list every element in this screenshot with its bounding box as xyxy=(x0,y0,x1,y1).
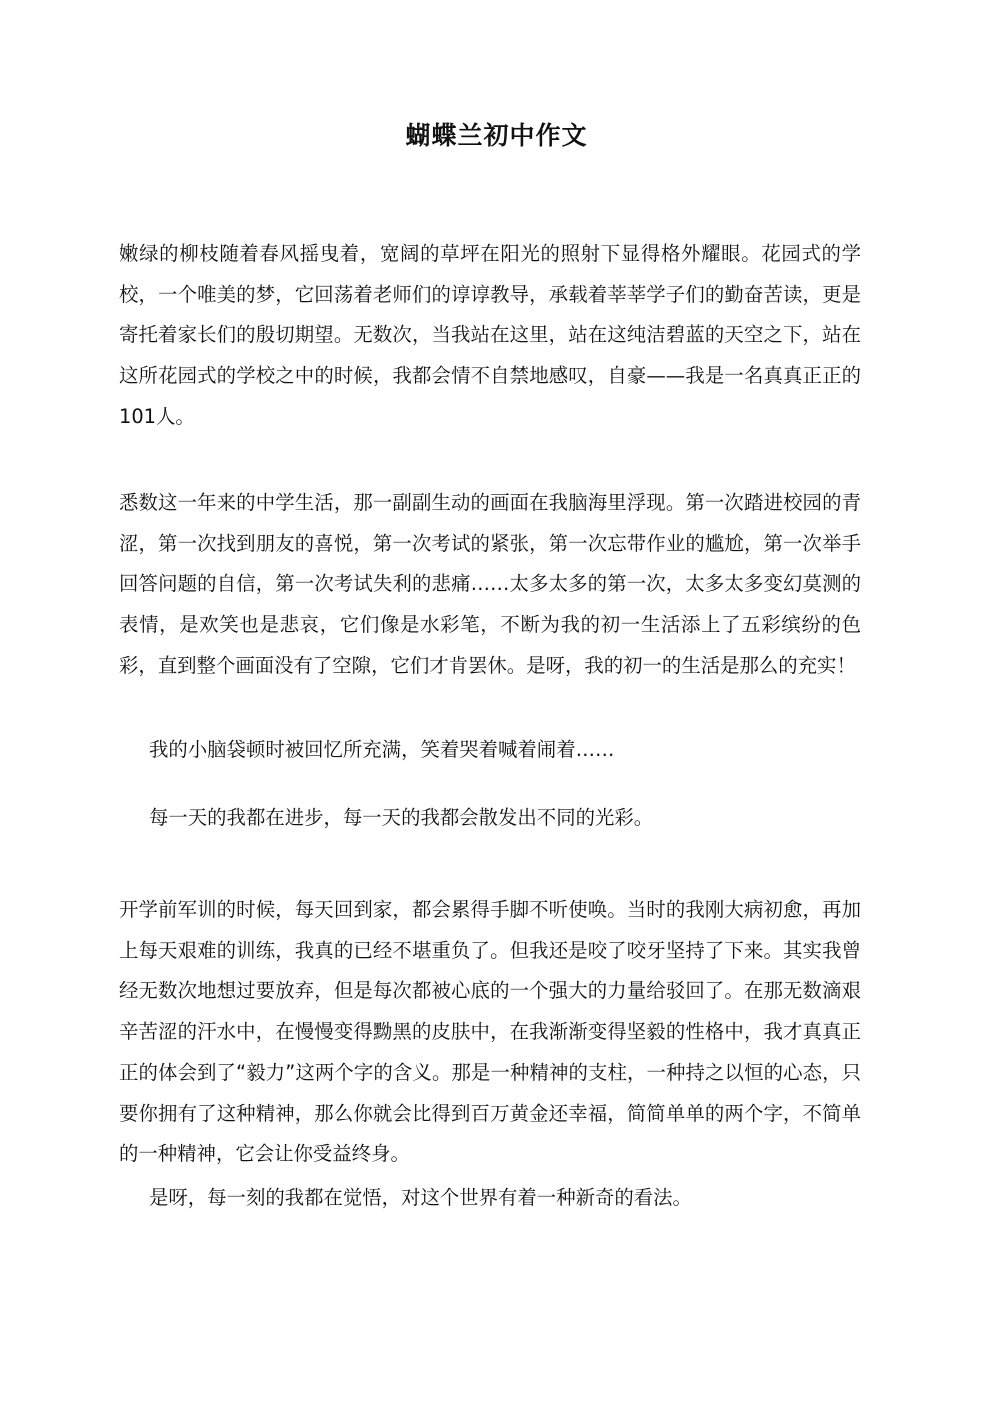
paragraph-5: 开学前军训的时候，每天回到家，都会累得手脚不听使唤。当时的我刚大病初愈，再加上每天艰难的训练，我真的已经不堪重负了。但我还是咬了咬牙坚持了下来。其实我曾经无数次地想过要放弃，但是每次都被心底的一个强大的力量给驳回了。在那无数滴艰辛苦涩的汗水中，在慢慢变得黝黑的皮肤中，在我渐渐变得坚毅的性格中，我才真真正正的体会到了“毅力”这两个字的含义。那是一种精神的支柱，一种持之以恒的心态，只要你拥有了这种精神，那么你就会比得到百万黄金还幸福，简简单单的两个字，不简单的一种精神，它会让你受益终身。 xyxy=(119,898,861,1166)
paragraph-3: 我的小脑袋顿时被回忆所充满，笑着哭着喊着闹着…… xyxy=(149,738,615,761)
document-title: 蝴蝶兰初中作文 xyxy=(405,121,588,150)
paragraph-2: 悉数这一年来的中学生活，那一副副生动的画面在我脑海里浮现。第一次踏进校园的青涩，第一次找到朋友的喜悦，第一次考试的紧张，第一次忘带作业的尴尬，第一次举手回答问题的自信，第一次考试失利的悲痛……太多太多的第一次，太多太多变幻莫测的表情，是欢笑也是悲哀，它们像是水彩笔，不断为我的初一生活添上了五彩缤纷的色彩，直到整个画面没有了空隙，它们才肯罢休。是呀，我的初一的生活是那么的充实！ xyxy=(119,491,861,677)
paragraph-4: 每一天的我都在进步，每一天的我都会散发出不同的光彩。 xyxy=(149,806,654,829)
paragraph-6: 是呀，每一刻的我都在觉悟，对这个世界有着一种新奇的看法。 xyxy=(149,1186,692,1209)
paragraph-1: 嫩绿的柳枝随着春风摇曳着，宽阔的草坪在阳光的照射下显得格外耀眼。花园式的学校，一个唯美的梦，它回荡着老师们的谆谆教导，承载着莘莘学子们的勤奋苦读，更是寄托着家长们的殷切期望。无数次，当我站在这里，站在这纯洁碧蓝的天空之下，站在这所花园式的学校之中的时候，我都会情不自禁地感叹，自豪——我是一名真真正正的101人。 xyxy=(119,242,861,428)
